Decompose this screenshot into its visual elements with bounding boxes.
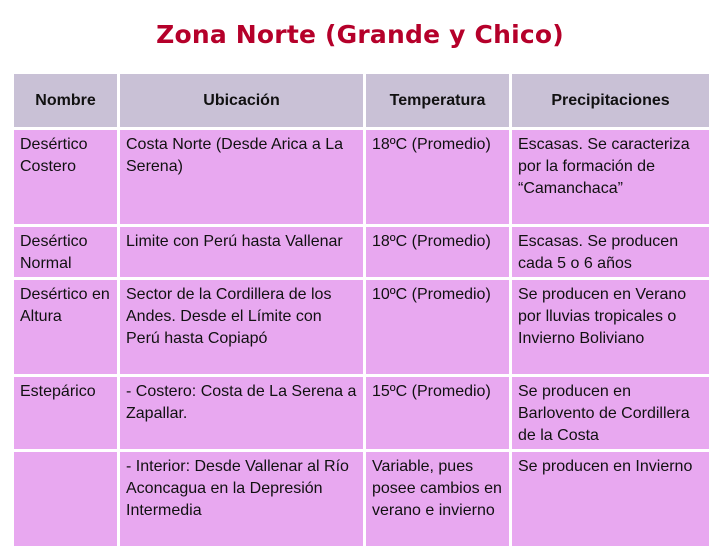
table-row [14,377,709,449]
cell-nombre: Desértico Costero [14,130,117,224]
cell-temperatura: 18ºC (Promedio) [366,130,509,224]
cell-nombre: Estepárico [14,377,117,449]
column-header-nombre: Nombre [14,74,117,127]
column-header-precipitaciones: Precipitaciones [512,74,709,127]
table-row [14,227,709,277]
page-title: Zona Norte (Grande y Chico) [156,20,564,49]
column-header-ubicacion: Ubicación [120,74,363,127]
cell-temperatura: 18ºC (Promedio) [366,227,509,277]
cell-precipitaciones: Escasas. Se caracteriza por la formación de “Camanchaca” [512,130,709,224]
climate-table [11,71,712,549]
cell-ubicacion: - Interior: Desde Vallenar al Río Aconcagua en la Depresión Intermedia [120,452,363,546]
cell-ubicacion: Costa Norte (Desde Arica a La Serena) [120,130,363,224]
column-header-temperatura: Temperatura [366,74,509,127]
cell-precipitaciones: Se producen en Verano por lluvias tropicales o Invierno Boliviano [512,280,709,374]
table-row [14,280,709,374]
cell-nombre: Desértico Normal [14,227,117,277]
cell-precipitaciones: Se producen en Barlovento de Cordillera de la Costa [512,377,709,449]
table-header-row [14,74,709,127]
cell-precipitaciones: Se producen en Invierno [512,452,709,546]
cell-nombre: Desértico en Altura [14,280,117,374]
cell-temperatura: Variable, pues posee cambios en verano e invierno [366,452,509,546]
cell-temperatura: 10ºC (Promedio) [366,280,509,374]
cell-precipitaciones: Escasas. Se producen cada 5 o 6 años [512,227,709,277]
table-row [14,452,709,546]
table-row [14,130,709,224]
cell-nombre [14,452,117,546]
cell-ubicacion: - Costero: Costa de La Serena a Zapallar. [120,377,363,449]
cell-ubicacion: Sector de la Cordillera de los Andes. Desde el Límite con Perú hasta Copiapó [120,280,363,374]
cell-temperatura: 15ºC (Promedio) [366,377,509,449]
cell-ubicacion: Limite con Perú hasta Vallenar [120,227,363,277]
